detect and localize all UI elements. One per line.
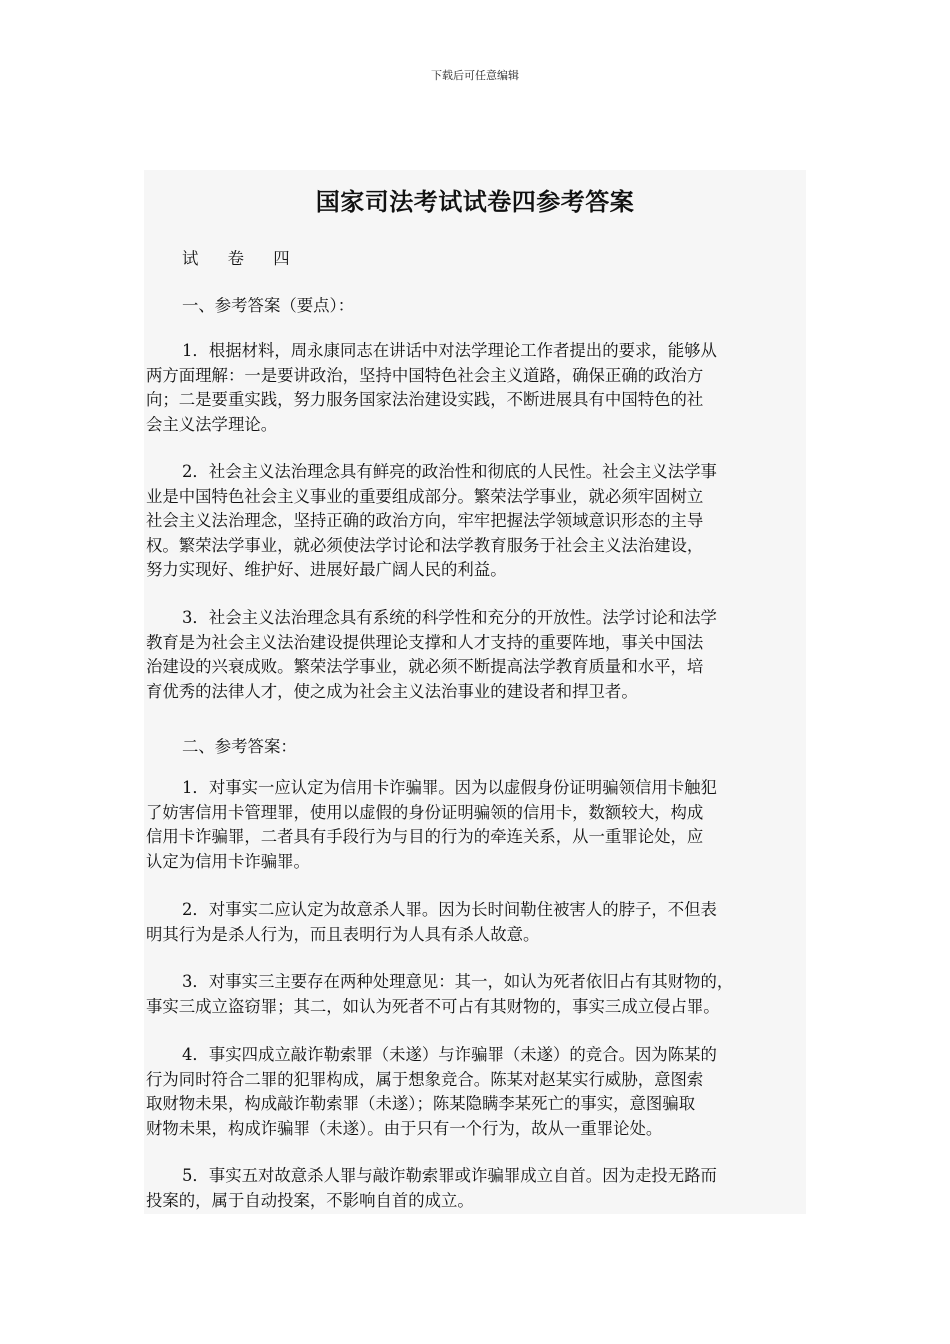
text-line: 事实三成立盗窃罪；其二，如认为死者不可占有其财物的，事实三成立侵占罪。 [146,996,720,1016]
part2-answer-3 [146,970,810,1019]
text-line: 2．社会主义法治理念具有鲜亮的政治性和彻底的人民性。社会主义法学事 [182,462,717,481]
part1-answer-3 [146,606,810,704]
text-line: 信用卡诈骗罪，二者具有手段行为与目的行为的牵连关系，从一重罪论处，应 [146,827,704,846]
text-line: 向；二是要重实践，努力服务国家法治建设实践，不断进展具有中国特色的社 [146,390,704,409]
text-line: 认定为信用卡诈骗罪。 [146,851,310,871]
document-title: 国家司法考试试卷四参考答案 [315,187,635,216]
text-line: 3．对事实三主要存在两种处理意见：其一，如认为死者依旧占有其财物的， [182,972,734,991]
text-line: 行为同时符合二罪的犯罪构成，属于想象竞合。陈某对赵某实行威胁，意图索 [146,1069,704,1089]
text-line: 权。繁荣法学事业，就必须使法学讨论和法学教育服务于社会主义法治建设， [146,535,704,555]
text-line: 治建设的兴衰成败。繁荣法学事业，就必须不断提高法学教育质量和水平，培 [146,657,704,676]
text-line: 5．事实五对故意杀人罪与敲诈勒索罪或诈骗罪成立自首。因为走投无路而 [182,1166,717,1185]
text-line: 取财物未果，构成敲诈勒索罪（未遂）；陈某隐瞒李某死亡的事实，意图骗取 [146,1094,696,1113]
part1-heading: 一、参考答案（要点）： [182,296,355,315]
text-line: 投案的，属于自动投案，不影响自首的成立。 [146,1190,474,1210]
text-line: 两方面理解：一是要讲政治，坚持中国特色社会主义道路，确保正确的政治方 [146,365,704,385]
part2-answer-4 [146,1043,810,1141]
text-line: 教育是为社会主义法治建设提供理论支撑和人才支持的重要阵地，事关中国法 [146,632,704,652]
text-line: 业是中国特色社会主义事业的重要组成部分。繁荣法学事业，就必须牢固树立 [146,486,704,506]
text-line: 1．根据材料，周永康同志在讲话中对法学理论工作者提出的要求，能够从 [182,341,717,360]
header-note: 下载后可任意编辑 [431,69,519,82]
text-line: 3．社会主义法治理念具有系统的科学性和充分的开放性。法学讨论和法学 [182,608,717,627]
part2-answer-5 [146,1164,810,1213]
part1-answer-2 [146,460,810,583]
text-line: 财物未果，构成诈骗罪（未遂）。由于只有一个行为，故从一重罪论处。 [146,1118,663,1138]
text-line: 2．对事实二应认定为故意杀人罪。因为长时间勒住被害人的脖子，不但表 [182,900,717,919]
text-line: 明其行为是杀人行为，而且表明行为人具有杀人故意。 [146,924,540,944]
text-line: 1．对事实一应认定为信用卡诈骗罪。因为以虚假身份证明骗领信用卡触犯 [182,778,717,797]
text-line: 会主义法学理论。 [146,414,278,434]
paper-label: 试 卷 四 [182,249,302,268]
part2-answer-1 [146,776,810,874]
text-line: 4．事实四成立敲诈勒索罪（未遂）与诈骗罪（未遂）的竞合。因为陈某的 [182,1045,717,1064]
part2-answer-2 [146,898,810,947]
part2-heading: 二、参考答案： [182,737,297,756]
text-line: 了妨害信用卡管理罪，使用以虚假的身份证明骗领的信用卡，数额较大，构成 [146,802,704,822]
part1-answer-1 [146,339,810,437]
text-line: 育优秀的法律人才，使之成为社会主义法治事业的建设者和捍卫者。 [146,681,638,701]
text-line: 社会主义法治理念，坚持正确的政治方向，牢牢把握法学领域意识形态的主导 [146,511,704,530]
text-line: 努力实现好、维护好、进展好最广阔人民的利益。 [146,560,507,579]
